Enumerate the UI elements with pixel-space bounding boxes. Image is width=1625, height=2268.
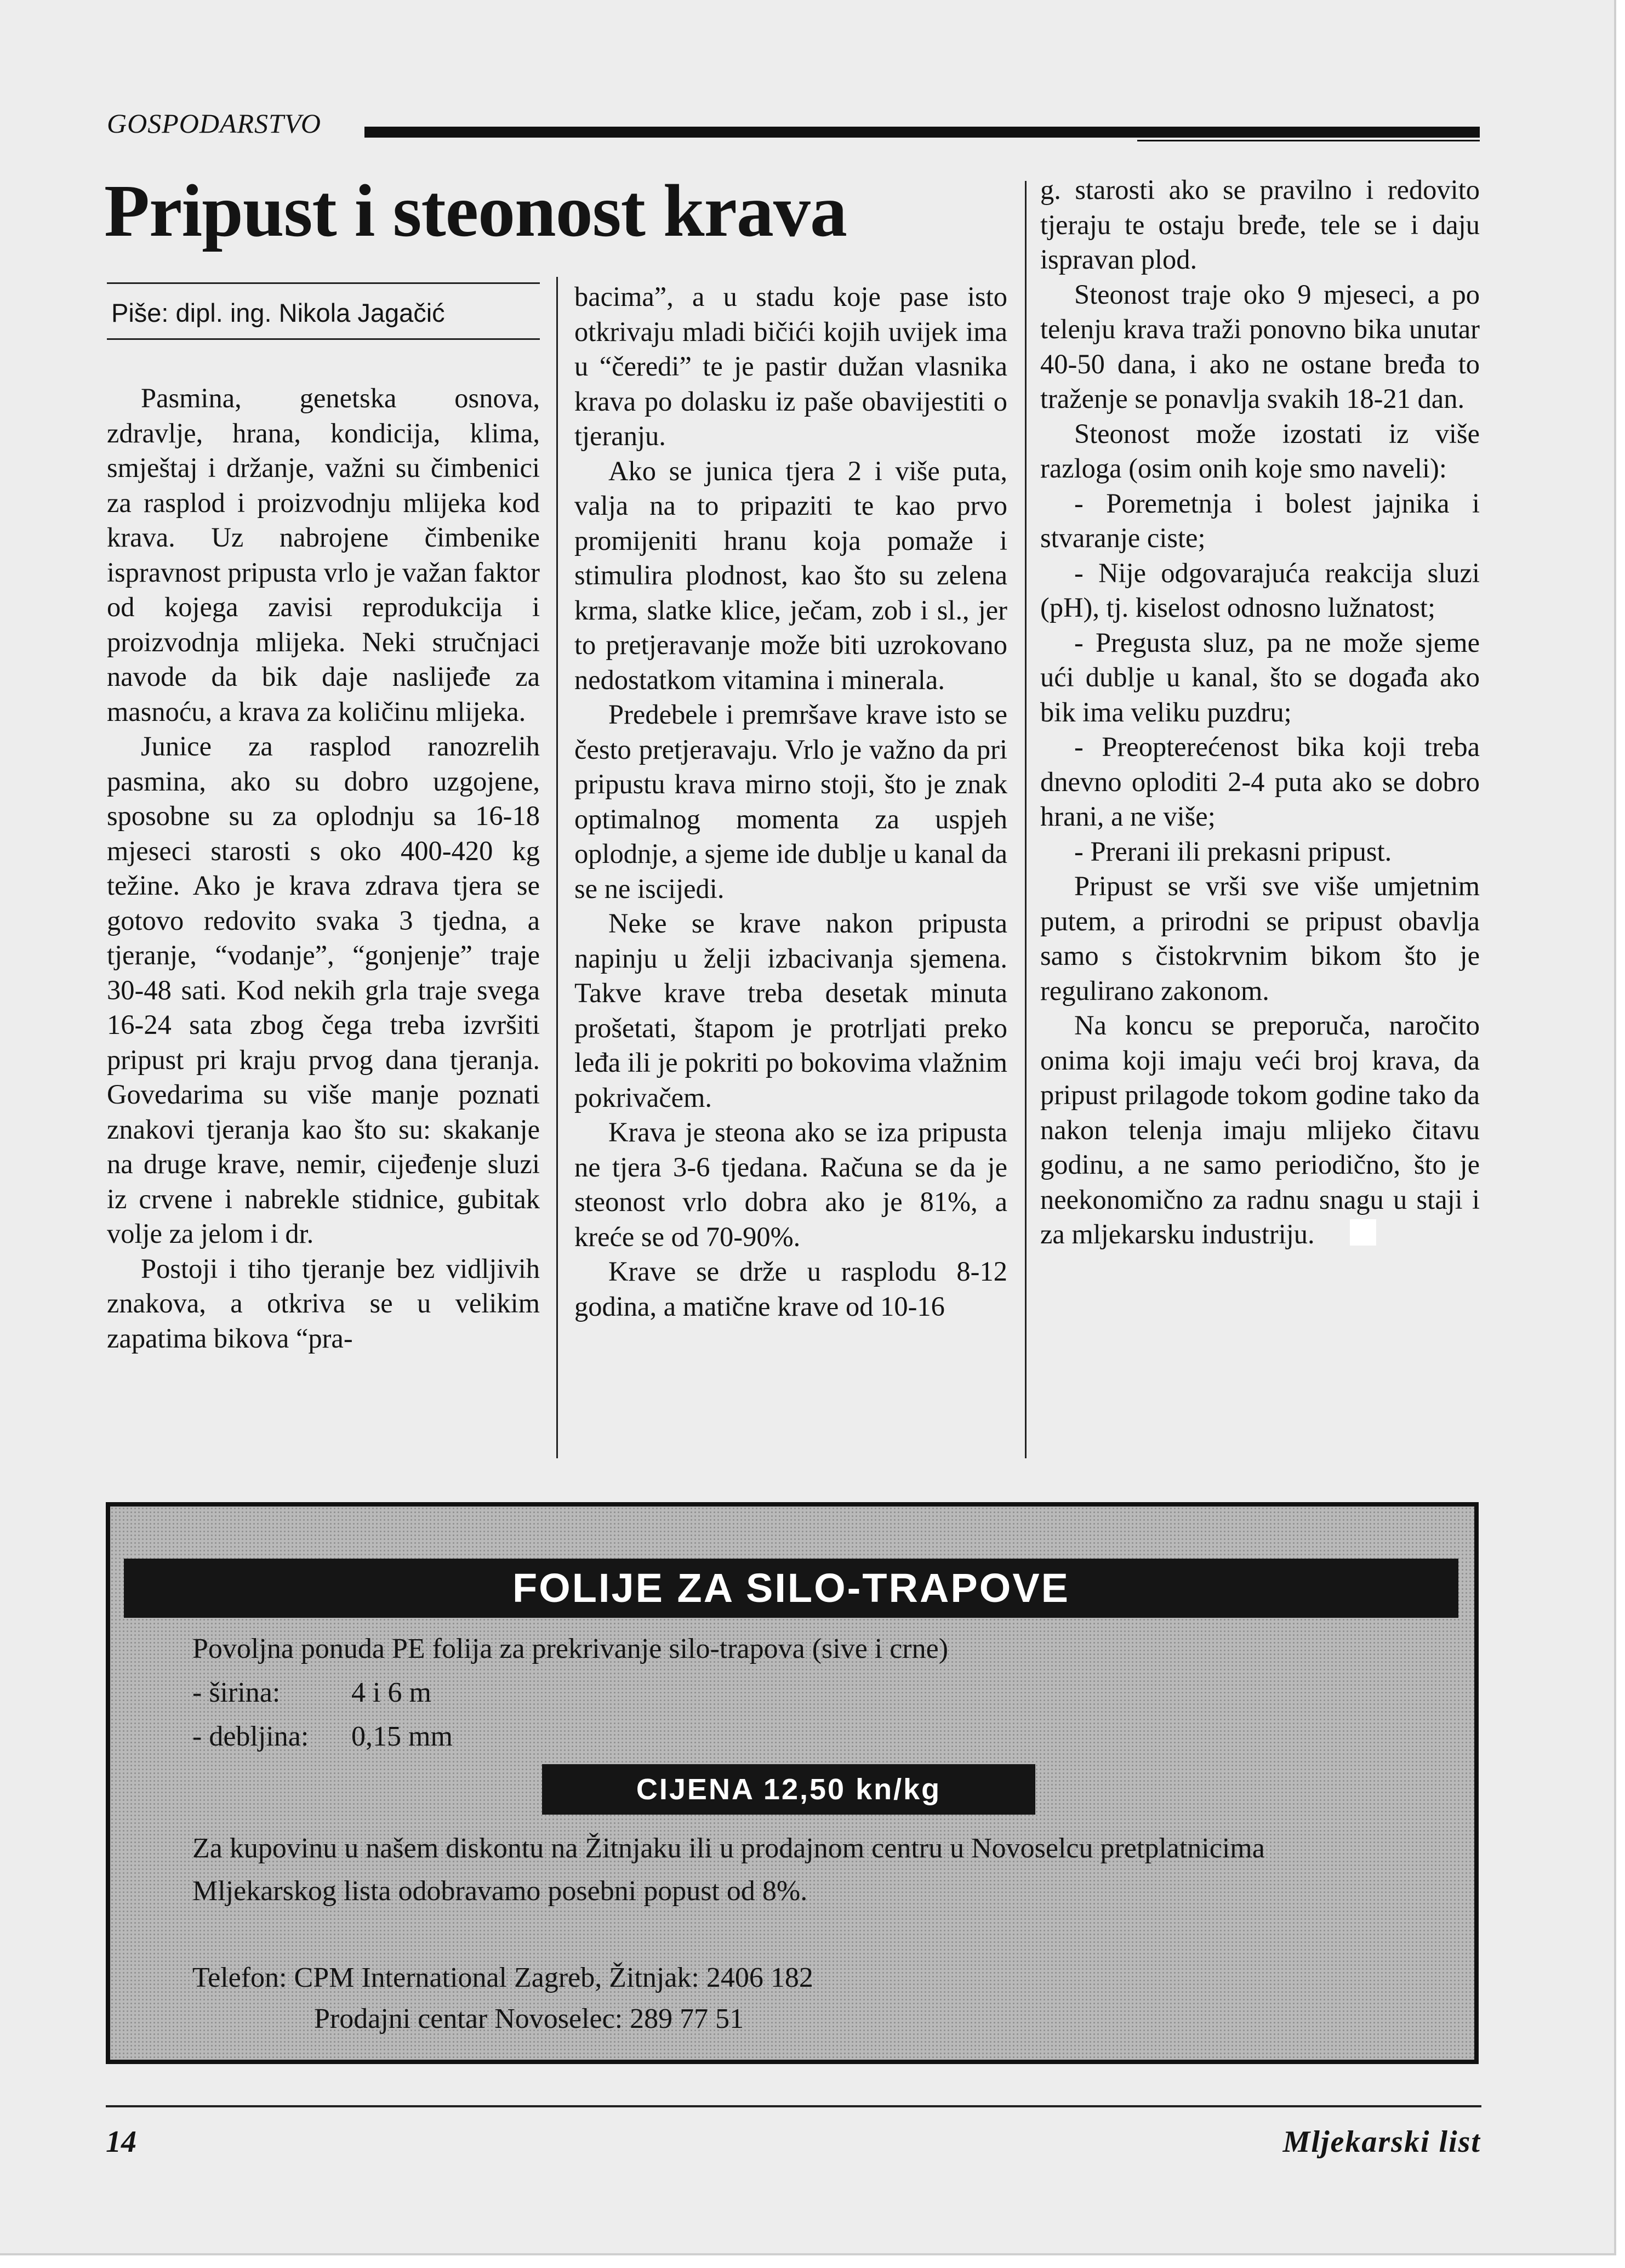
paragraph-continuation: g. starosti ako se pravilno i redovito tjeraju te ostaju bređe, tele se i daju ispravan plod. — [1040, 174, 1480, 275]
spec-label: - debljina: — [192, 1721, 309, 1752]
paragraph-last — [1040, 1008, 1480, 1252]
section-header — [107, 107, 1480, 140]
article-column-3 — [1040, 173, 1480, 1252]
column-divider — [1025, 181, 1027, 1458]
column-divider — [556, 277, 558, 1458]
paragraph: Pasmina, genetska osnova, zdravlje, hrana, kondicija, klima, smještaj i držanje, važni su čimbenici za rasplod i proizvodnju mlijeka kod krava. Uz nabrojene čimbenike ispravnost pripusta vrlo je važan faktor od kojega zavisi reprodukcija i proizvodnja mlijeka. Neki stručnjaci navode da bik daje naslijeđe za masnoću, a krava za količinu mlijeka. — [107, 383, 540, 727]
discount-text: Za kupovinu u našem diskontu na Žitnjaku ili u prodajnom centru u Novoselcu pretplatnicima Mljekarskog lista odobravamo posebni popust od 8%. — [192, 1833, 1265, 1907]
paragraph: Ako se junica tjera 2 i više puta, valja na to pripaziti te kao prvo promijeniti hranu koja pomaže i stimulira plodnost, kao što su zelena krma, slatke klice, ječam, zob i sl., jer to pretjeravanje može biti uzrokovano nedostatkom vitamina i minerala. — [574, 455, 1007, 695]
list-item: - Poremetnja i bolest jajnika i stvaranje ciste; — [1040, 487, 1480, 553]
end-mark-icon — [1350, 1219, 1376, 1246]
paragraph: Krava je steona ako se iza pripusta ne tjera 3-6 tjedana. Računa se da je steonost vrlo dobra ako je 81%, a kreće se od 70-90%. — [574, 1117, 1007, 1252]
paragraph: Junice za rasplod ranozrelih pasmina, ako su dobro uzgojene, sposobne su za oplodnju sa 16-18 mjeseci starosti s oko 400-420 kg težine. Ako je krava zdrava tjera se gotovo redovito svaka 3 tjedna, a tjeranje, “vodanje”, “gonjenje” traje 30-48 sati. Kod nekih grla traje svega 16-24 sata zbog čega treba izvršiti pripust pri kraju prvog dana tjeranja. Govedarima su više manje poznati znakovi tjeranja kao što su: skakanje na druge krave, nemir, cijeđenje sluzi iz crvene i nabrekle stidnice, gubitak volje za jelom i dr. — [107, 731, 540, 1249]
list-item: - Preopterećenost bika koji treba dnevno oploditi 2-4 puta ako se dobro hrani, a ne više; — [1040, 731, 1480, 832]
phone-line: Telefon: CPM International Zagreb, Žitnjak: 2406 182 — [192, 1962, 813, 1993]
paragraph: Pripust se vrši sve više umjetnim putem, a prirodni se pripust obavlja samo s čistokrvnim bikom što je regulirano zakonom. — [1040, 871, 1480, 1006]
list-item: - Prerani ili prekasni pripust. — [1074, 835, 1392, 867]
price-badge: CIJENA 12,50 kn/kg — [542, 1764, 1035, 1815]
ad-heading: FOLIJE ZA SILO-TRAPOVE — [124, 1559, 1458, 1618]
paragraph: Predebele i premršave krave isto se često pretjeravaju. Vrlo je važno da pri pripustu krava mirno stoji, što je znak optimalnog momenta za uspjeh oplodnje, a sjeme ide dublje u kanal da se ne iscijedi. — [574, 699, 1007, 904]
paragraph: Postoji i tiho tjeranje bez vidljivih znakova, a otkriva se u velikim zapatima bikova “pra- — [107, 1253, 540, 1354]
spec-label: - širina: — [192, 1677, 281, 1708]
spec-value: 0,15 mm — [351, 1721, 453, 1752]
paragraph-last-text: Na koncu se preporuča, naročito onima koji imaju veći broj krava, da pripust prilagode tokom godine tako da nakon telenja imaju mlijeko čitavu godinu, a ne samo periodično, što je neekonomično za radnu snagu u staji i za mljekarsku industriju. — [1040, 1010, 1480, 1249]
paragraph: Steonost može izostati iz više razloga (osim onih koje smo naveli): — [1040, 418, 1480, 484]
header-rule-thin — [1137, 140, 1480, 141]
ad-intro: Povoljna ponuda PE folija za prekrivanje silo-trapova (sive i crne) — [192, 1633, 949, 1664]
spec-row-thickness — [192, 1715, 453, 1759]
list-item: - Nije odgovarajuća reakcija sluzi (pH), tj. kiselost odnosno lužnatost; — [1040, 557, 1480, 623]
phone-line: Prodajni centar Novoselec: 289 77 51 — [314, 2003, 744, 2034]
article-column-1 — [107, 381, 540, 1356]
article-column-2 — [574, 280, 1007, 1324]
publication-name: Mljekarski list — [1282, 2125, 1481, 2159]
header-rule — [364, 127, 1480, 138]
spec-row-width — [192, 1671, 431, 1715]
paragraph: Neke se krave nakon pripusta napinju u želji izbacivanja sjemena. Takve krave treba desetak minuta prošetati, štapom je protrljati preko leđa ili je pokriti po bokovima vlažnim pokrivačem. — [574, 908, 1007, 1113]
paragraph: Steonost traje oko 9 mjeseci, a po telenju krava traži ponovno bika unutar 40-50 dana, i ako ne ostane bređa to traženje se ponavlja svakih 18-21 dan. — [1040, 278, 1480, 414]
footer-rule — [106, 2105, 1481, 2107]
paragraph: Krave se drže u rasplodu 8-12 godina, a matične krave od 10-16 — [574, 1256, 1007, 1322]
section-label: GOSPODARSTVO — [107, 108, 322, 139]
article-title: Pripust i steonost krava — [104, 170, 847, 252]
spec-value: 4 i 6 m — [351, 1677, 431, 1708]
advertisement-box — [106, 1502, 1479, 2064]
paragraph-continuation: bacima”, a u stadu koje pase isto otkrivaju mladi bičići kojih uvijek ima u “čeredi” te je pastir dužan vlasnika krava po dolasku iz paše obavijestiti o tjeranju. — [574, 281, 1007, 451]
byline: Piše: dipl. ing. Nikola Jagačić — [107, 282, 540, 340]
list-item: - Pregusta sluz, pa ne može sjeme ući dublje u kanal, što se događa ako bik ima veliku puzdru; — [1040, 627, 1480, 727]
page-number: 14 — [106, 2125, 136, 2159]
